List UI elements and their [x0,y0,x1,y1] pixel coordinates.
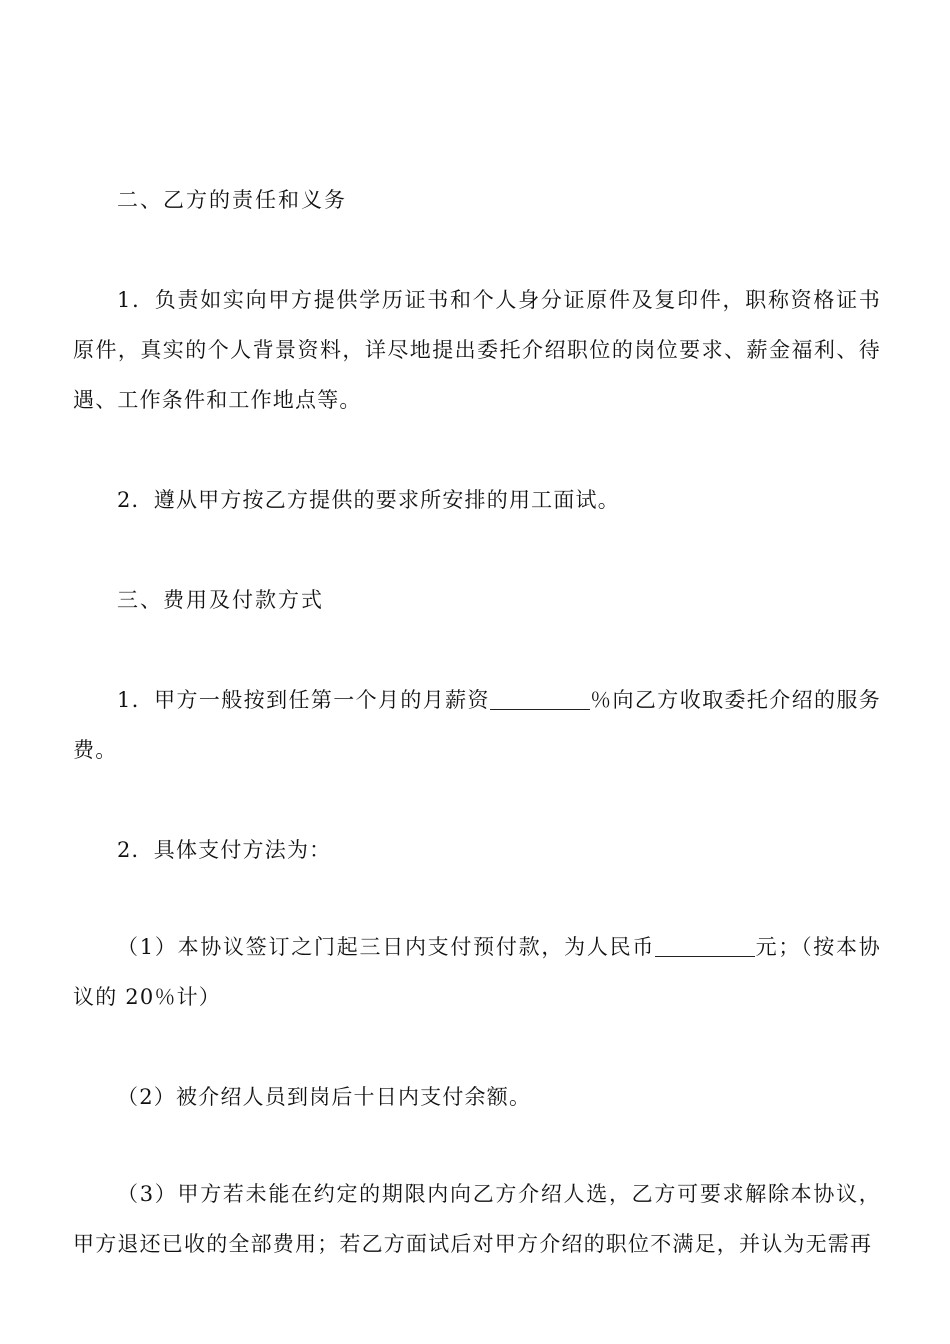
section-heading-responsibilities: 二、乙方的责任和义务 [117,188,347,212]
paragraph-refund-terms: （3）甲方若未能在约定的期限内向乙方介绍人选，乙方可要求解除本协议，甲方退还已收的全部费用；若乙方面试后对甲方介绍的职位不满足，并认为无需再 [73,1182,881,1256]
paragraph-service-fee [73,675,881,775]
section-heading-fees [73,575,881,625]
prepayment-text-1: （1）本协议签订之门起三日内支付预付款，为人民币 [117,935,656,959]
paragraph-interview: 2．遵从甲方按乙方提供的要求所安排的用工面试。 [117,488,620,512]
document-page [73,0,881,1344]
prepayment-text-2: 元；（按本协议的 20％计） [73,935,881,1009]
amount-blank [655,934,755,957]
section-heading-fees-text: 三、费用及付款方式 [117,588,324,612]
service-fee-text-1: 1．甲方一般按到任第一个月的月薪资 [117,688,490,712]
paragraph-prepayment [73,922,881,1022]
service-fee-text-2: ％向乙方收取委托介绍的服务费。 [73,688,881,762]
percentage-blank [490,687,590,710]
paragraph-provide-documents: 1．负责如实向甲方提供学历证书和个人身分证原件及复印件，职称资格证书原件，真实的个人背景资料，详尽地提出委托介绍职位的岗位要求、薪金福利、待遇、工作条件和工作地点等。 [73,288,881,412]
paragraph-payment-method: 2．具体支付方法为： [117,838,332,862]
paragraph-balance: （2）被介绍人员到岗后十日内支付余额。 [117,1085,532,1109]
